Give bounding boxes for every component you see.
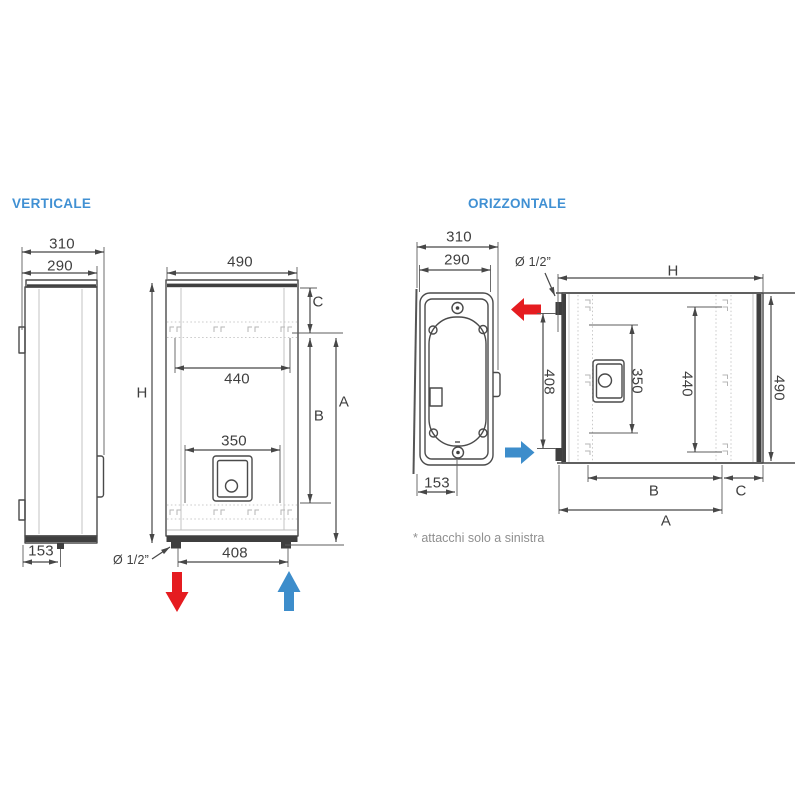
- dim-label-490-v: 490: [227, 253, 253, 271]
- vertical-side-view: [19, 247, 104, 567]
- dim-label-350-h: 350: [628, 368, 646, 394]
- dim-label-c-v: C: [312, 293, 324, 311]
- dim-label-h-v: H: [136, 384, 148, 402]
- dim-label-290-h: 290: [444, 251, 470, 269]
- cold-water-inlet-arrow: [278, 571, 301, 611]
- dim-label-153-v: 153: [28, 542, 54, 560]
- dim-label-153-h: 153: [424, 474, 450, 492]
- dim-label-c-h: C: [735, 482, 747, 500]
- dim-label-310-v: 310: [49, 235, 75, 253]
- section-title-vertical: VERTICALE: [12, 196, 92, 211]
- vertical-front-view: [152, 267, 344, 612]
- dim-label-a-v: A: [338, 393, 350, 411]
- dim-label-a-h: A: [660, 512, 672, 530]
- cold-water-inlet-arrow: [505, 441, 535, 464]
- dim-label-408-v: 408: [222, 544, 248, 562]
- dim-label-490-h: 490: [770, 375, 788, 401]
- dim-label-b-h: B: [648, 482, 660, 500]
- dim-label-408-h: 408: [540, 369, 558, 395]
- dim-label-b-v: B: [313, 407, 325, 425]
- control-panel: [213, 456, 252, 501]
- dim-label-h-h: H: [667, 262, 679, 280]
- control-panel: [593, 360, 624, 402]
- footnote-attacchi: * attacchi solo a sinistra: [413, 531, 545, 545]
- horizontal-side-view: [537, 274, 795, 514]
- section-title-horizontal: ORIZZONTALE: [468, 196, 567, 211]
- horizontal-end-view: [414, 242, 556, 496]
- hot-water-outlet-arrow: [166, 572, 189, 612]
- hot-water-outlet-arrow: [511, 298, 541, 321]
- connection-size-label-h: Ø 1/2”: [515, 255, 551, 269]
- dim-label-310-h: 310: [446, 228, 472, 246]
- connection-size-label-v: Ø 1/2”: [113, 553, 149, 567]
- dim-label-440-v: 440: [224, 370, 250, 388]
- dim-label-290-v: 290: [47, 257, 73, 275]
- dim-label-350-v: 350: [221, 432, 247, 450]
- dim-label-440-h: 440: [678, 371, 696, 397]
